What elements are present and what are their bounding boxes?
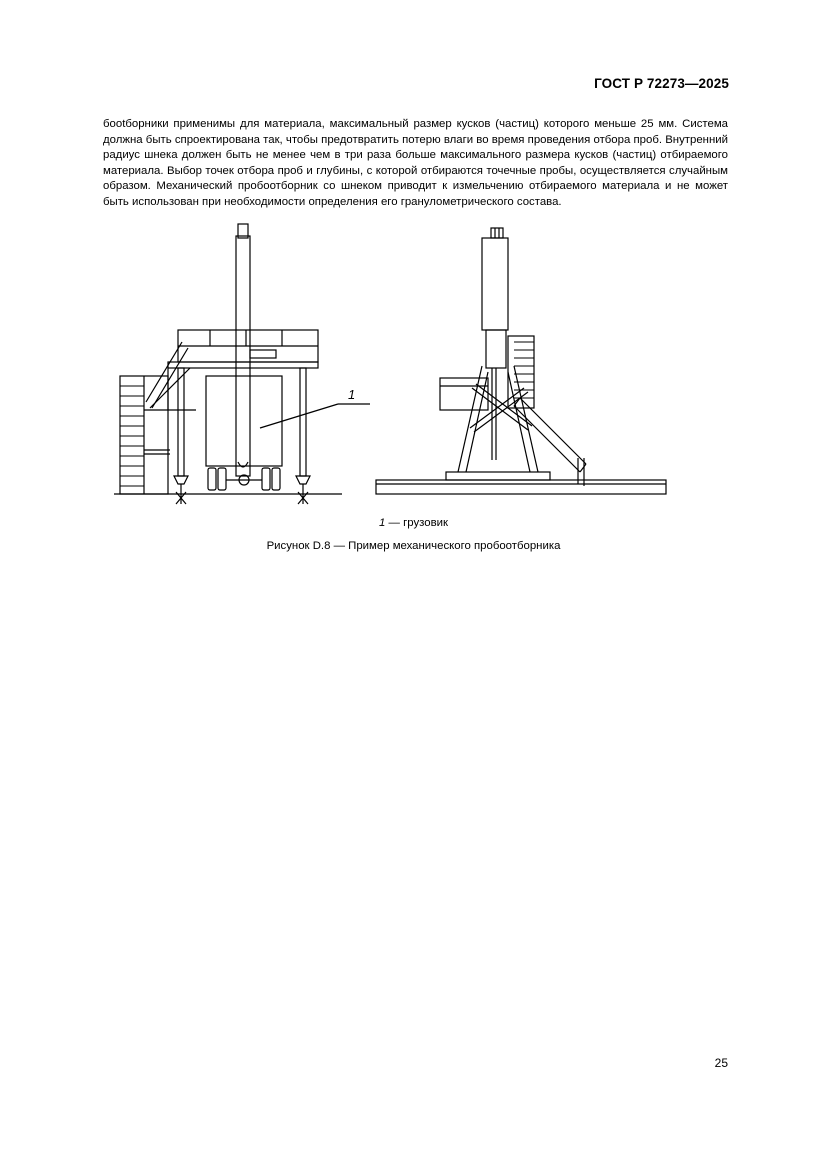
figure-legend xyxy=(0,517,827,529)
paragraph-text: бootборники применимы для материала, максимальный размер кусков (частиц) которого меньше 25 мм. Система должна быть спроектирована так, чтобы предотвратить потерю влаги во время проведения отбора проб. Внутренний радиус шнека должен быть не менее чем в три раза больше максимального размера кусков (частиц) отбираемого материала. Выбор точек отбора проб и глубины, с которой отбираются точечные пробы, осуществляется случайным образом. Механический пробоотборник со шнеком приводит к измельчению отбираемого материала и не может быть использован при необходимости определения его гранулометрического состава. xyxy=(103,118,728,208)
page-number: 25 xyxy=(714,1056,728,1070)
document-code: ГОСТ Р 72273—2025 xyxy=(594,76,729,91)
legend-number: 1 xyxy=(379,517,386,529)
callout-label: 1 xyxy=(348,387,356,402)
body-paragraph xyxy=(103,117,728,211)
front-view-drawing xyxy=(114,224,370,504)
side-view-drawing xyxy=(376,228,666,494)
legend-text: — грузовик xyxy=(385,517,448,529)
figure-caption: Рисунок D.8 — Пример механического пробоотборника xyxy=(266,540,561,552)
figure-drawing xyxy=(110,222,680,512)
